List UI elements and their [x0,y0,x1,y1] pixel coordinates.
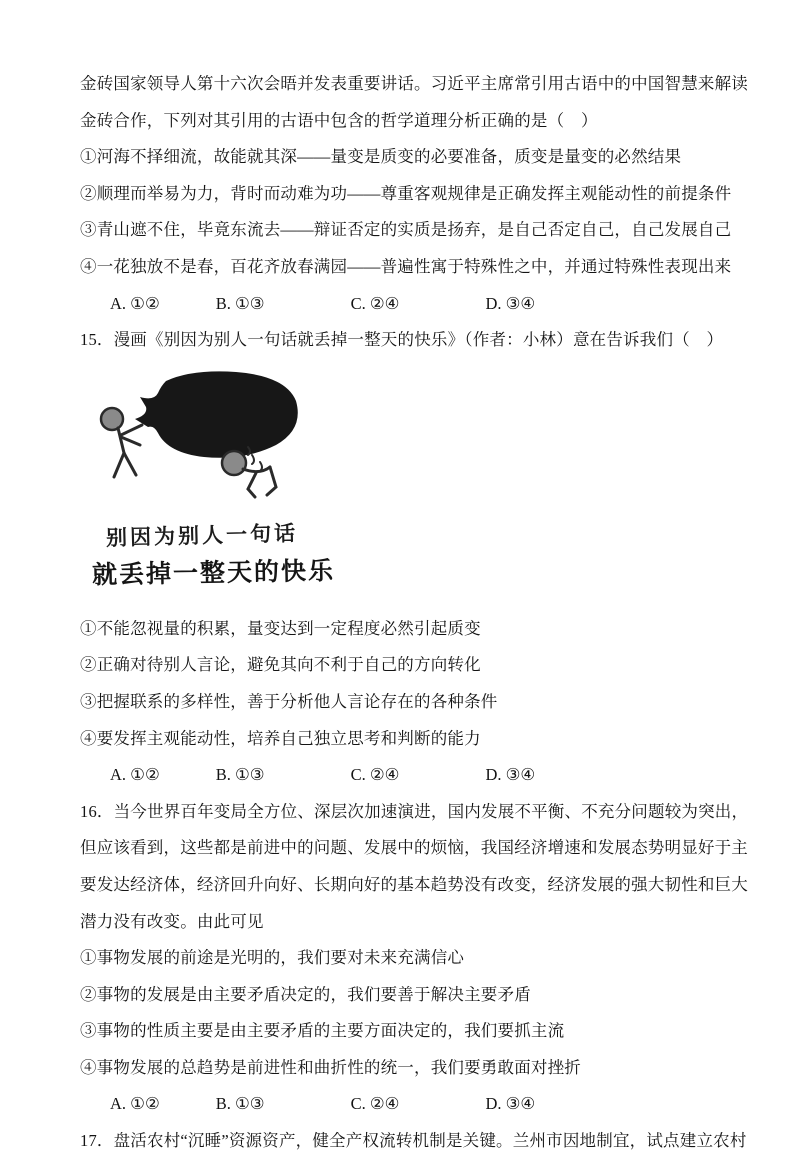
q16-choice-b: B. ①③ [215,1094,265,1114]
question-15 [80,322,722,794]
q14-stem-line-2: 金砖合作，下列对其引用的古语中包含的哲学道理分析正确的是（ ） [80,110,598,130]
q14-choice-c: C. ②④ [350,293,400,313]
q14-statement-3: ③青山遮不住，毕竟东流去——辩证否定的实质是扬弃，是自己否定自己，自己发展自己 [80,220,732,240]
q16-statement-1: ①事物发展的前途是光明的，我们要对未来充满信心 [80,948,465,968]
q16-stem-line-1: 16．当今世界百年变局全方位、深层次加速演进，国内发展不平衡、不充分问题较为突出， [80,801,749,821]
burdened-figure-icon [222,451,276,497]
q15-statement-2: ②正确对待别人言论，避免其向不利于自己的方向转化 [80,655,481,675]
q15-statement-1: ①不能忽视量的积累，量变达到一定程度必然引起质变 [80,618,481,638]
q14-statement-2: ②顺理而举易为力，背时而动难为功——尊重客观规律是正确发挥主观能动性的前提条件 [80,183,732,203]
q16-statement-4: ④事物发展的总趋势是前进性和曲折性的统一，我们要勇敢面对挫折 [80,1057,581,1077]
q16-statement-3: ③事物的性质主要是由主要矛盾的主要方面决定的，我们要抓主流 [80,1021,565,1041]
q15-statement-3: ③把握联系的多样性，善于分析他人言论存在的各种条件 [80,691,498,711]
q15-stem: 15．漫画《别因为别人一句话就丢掉一整天的快乐》（作者：小林）意在告诉我们（ ） [80,330,724,350]
q16-stem-line-4: 潜力没有改变。由此可见 [80,911,264,931]
q15-choice-d: D. ③④ [485,765,536,785]
cartoon-caption-line-2: 就丢掉一整天的快乐 [91,555,336,589]
speaker-figure-icon [101,408,142,477]
q15-statement-4: ④要发挥主观能动性，培养自己独立思考和判断的能力 [80,728,481,748]
q14-statement-4: ④一花独放不是春，百花齐放春满园——普遍性寓于特殊性之中，并通过特殊性表现出来 [80,256,732,276]
q16-stem-line-3: 要发达经济体，经济回升向好、长期向好的基本趋势没有改变，经济发展的强大韧性和巨大 [80,874,748,894]
question-17 [80,1123,747,1160]
q16-answer-row [80,1086,722,1123]
q14-answer-row [80,286,722,323]
q16-stem-line-2: 但应该看到，这些都是前进中的问题、发展中的烦恼，我国经济增速和发展态势明显好于主 [80,838,748,858]
question-16 [80,794,749,1123]
q15-cartoon [88,367,348,605]
q16-choice-c: C. ②④ [350,1094,400,1114]
q15-choice-b: B. ①③ [215,765,265,785]
cartoon-caption-line-1: 别因为别人一句话 [105,520,299,550]
q14-choice-d: D. ③④ [485,293,536,313]
question-14 [80,66,748,322]
cartoon-drawing-icon [88,367,328,517]
q17-stem: 17．盘活农村“沉睡”资源资产，健全产权流转机制是关键。兰州市因地制宜，试点建立农村 [80,1131,747,1151]
q14-stem-line-1: 金砖国家领导人第十六次会晤并发表重要讲话。习近平主席常引用古语中的中国智慧来解读 [80,74,748,93]
q16-choice-a: A. ①② [110,1094,160,1114]
q15-choice-a: A. ①② [110,765,160,785]
q16-statement-2: ②事物的发展是由主要矛盾决定的，我们要善于解决主要矛盾 [80,984,531,1004]
speech-bubble-blob-icon [135,371,298,457]
q14-choice-a: A. ①② [110,293,160,313]
q15-answer-row [80,757,722,794]
q15-choice-c: C. ②④ [350,765,400,785]
q14-statement-1: ①河海不择细流，故能就其深——量变是质变的必要准备，质变是量变的必然结果 [80,147,682,167]
q14-choice-b: B. ①③ [215,293,265,313]
q16-choice-d: D. ③④ [485,1094,536,1114]
